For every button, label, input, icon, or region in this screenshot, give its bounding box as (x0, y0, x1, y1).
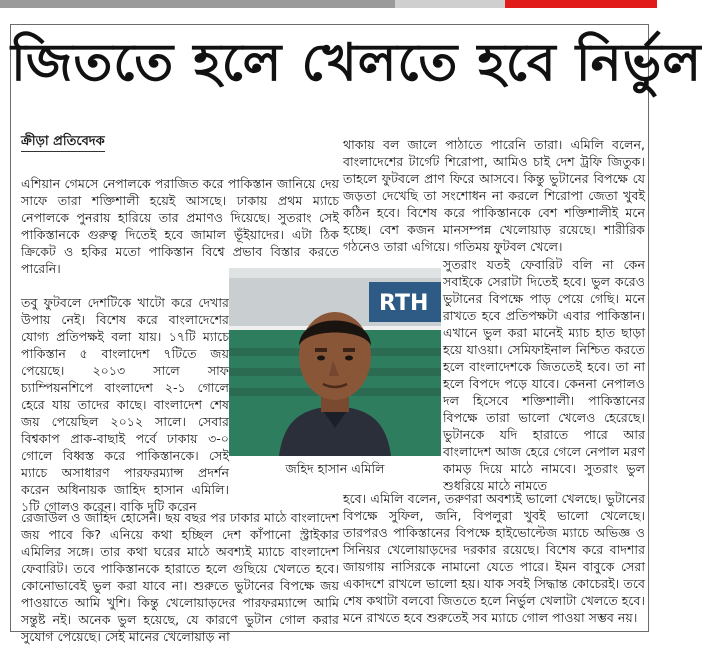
paragraph-right-top: থাকায় বল জালে পাঠাতে পারেনি তারা। এমিলি বলেন, বাংলাদেশের টার্গেট শিরোপা, আমিও চাই দেশ ট্রফি জিতুক। তাহলে ফুটবলে প্রাণ ফিরে আসবে। কিন্তু ভুটানের বিপক্ষে যে জড়তা দেখেছি তা সংশোধন না করলে শিরোপা জেতা খুবই কঠিন হবে। বিশেষ করে পাকিস্তানকে বেশ শক্তিশালীই মনে হচ্ছে। বেশ কজন মানসম্পন্ন খেলোয়াড় রয়েছে। শারীরিক গঠনেও তারা এগিয়ে। গতিময় ফুটবল খেলে। (343, 137, 645, 254)
right-column-top (343, 136, 645, 254)
paragraph-right-mid: সুতরাং যতই ফেবারিট বলি না কেন সবাইকে সেরাটা দিতেই হবে। ভুল করেও ভুটানের বিপক্ষে পাড় পেয়ে গেছি। মনে রাখতে হবে প্রতিপক্ষটা এবার পাকিস্তান। এখানে ভুল করা মানেই ম্যাচ হাত ছাড়া হয়ে যাওয়া। সেমিফাইনাল নিশ্চিত করতে হলে বাংলাদেশকে জিততেই হবে। তা না হলে বিপদে পড়ে যাবে। কেননা নেপালও দল হিসেবে শক্তিশালী। পাকিস্তানের বিপক্ষে তারা ভালো খেলেও হেরেছে। ভুটানকে যদি হারাতে পারে আর বাংলাদেশ আজ হেরে গেলে নেপাল মরণ কামড় দিয়ে মাঠে নামবে। সুতরাং ভুল শুধরিয়ে মাঠে নামতে (443, 257, 645, 493)
paragraph-right-bottom: হবে। এমিলি বলেন, তরুণরা অবশ্যই ভালো খেলছে। ভুটানের বিপক্ষে সুফিল, জনি, বিপলুরা খুবই ভালো খেলেছে। তারপরও পাকিস্তানের বিপক্ষে হাইভোল্টেজ ম্যাচে অভিজ্ঞ ও সিনিয়র খেলোয়াড়দের দরকার রয়েছে। বিশেষ করে বাদশার জায়গায় নাসিরকে নামানো যেতে পারে। ইমন বাবুকে সেরা একাদশে রাখলে ভালো হয়। যাক সবই সিদ্ধান্ত কোচেরই। তবে শেষ কথাটা বলবো জিততে হলে নির্ভুল খেলাটা খেলতে হবে। মনে রাখতে হবে শুরুতেই সব ম্যাচে গোল পাওয়া সম্ভব নয়। (343, 491, 645, 625)
byline: ক্রীড়া প্রতিবেদক (21, 134, 105, 152)
top-bar-light-segment (395, 0, 505, 8)
right-column-mid (443, 256, 645, 493)
paragraph-left-bottom: রেজাউল ও জাহিদ হোসেন। ছয় বছর পর ঢাকার মাঠে বাংলাদেশ জয় পাবে কি? এনিয়ে কথা হচ্ছিল দেশ কাঁপানো স্ট্রাইকার এমিলির সঙ্গে। তার কথা ঘরের মাঠে অবশ্যই ম্যাচে বাংলাদেশ ফেবারিট। তবে পাকিস্তানকে হারাতে হলে গুছিয়ে খেলতে হবে। কোনোভাবেই ভুল করা যাবে না। শুরুতে ভুটানের বিপক্ষে জয় পাওয়াতে আমি খুশি। কিন্তু খেলোয়াড়দের পারফরম্যান্সে আমি সন্তুষ্ট নই। অনেক ভুল হয়েছে, যে কারণে ভুটান গোল করার সুযোগ পেয়েছে। সেই মানের খেলোয়াড় না (21, 510, 339, 644)
top-bar-grey-segment (0, 0, 395, 8)
right-column-bottom (343, 490, 645, 626)
paragraph-left-mid: তবু ফুটবলে দেশটিকে খাটো করে দেখার উপায় নেই। বিশেষ করে বাংলাদেশের যোগ্য প্রতিপক্ষই বলা যায়। ১৭টি ম্যাচে পাকিস্তান ৫ বাংলাদেশ ৭টিতে জয় পেয়েছে। ২০১৩ সালে সাফ চ্যাম্পিয়নশিপে বাংলাদেশ ২-১ গোলে হেরে যায় তাদের কাছে। বাংলাদেশ শেষ জয় পেয়েছিল ২০১২ সালে। সেবার বিশ্বকাপ প্রাক-বাছাই পর্বে ঢাকায় ৩-০ গোলে বিধ্বস্ত করে পাকিস্তানকে। সেই ম্যাচে অসাধারণ পারফরম্যান্স প্রদর্শন করেন অধিনায়ক জাহিদ হাসান এমিলি। ১টি গোলও করেন। বাকি দুটি করেন (21, 295, 229, 514)
paragraph-left-top: এশিয়ান গেমসে নেপালকে পরাজিত করে পাকিস্তান জানিয়ে দেয় সাফে তারা শক্তিশালী হয়েই আসছে। ঢাকায় প্রথম ম্যাচে নেপালকে পুনরায় হারিয়ে তার প্রমাণও দিয়েছে। সুতরাং সেই পাকিস্তানকে গুরুত্ব দিতেই হবে জামাল ভূঁইয়াদের। এটা ঠিক ক্রিকেট ও হকির মতো পাকিস্তান বিশ্বে প্রভাব বিস্তার করতে পারেনি। (21, 176, 339, 276)
top-color-bar (0, 0, 657, 8)
photo-caption: জহিদ হাসান এমিলি (285, 461, 385, 476)
headline: জিততে হলে খেলতে হবে নির্ভুল (11, 33, 702, 93)
news-clipping (10, 24, 702, 644)
player-photo (229, 268, 441, 456)
top-bar-red-segment (505, 0, 657, 8)
photo-board-text: RTH (379, 291, 429, 316)
